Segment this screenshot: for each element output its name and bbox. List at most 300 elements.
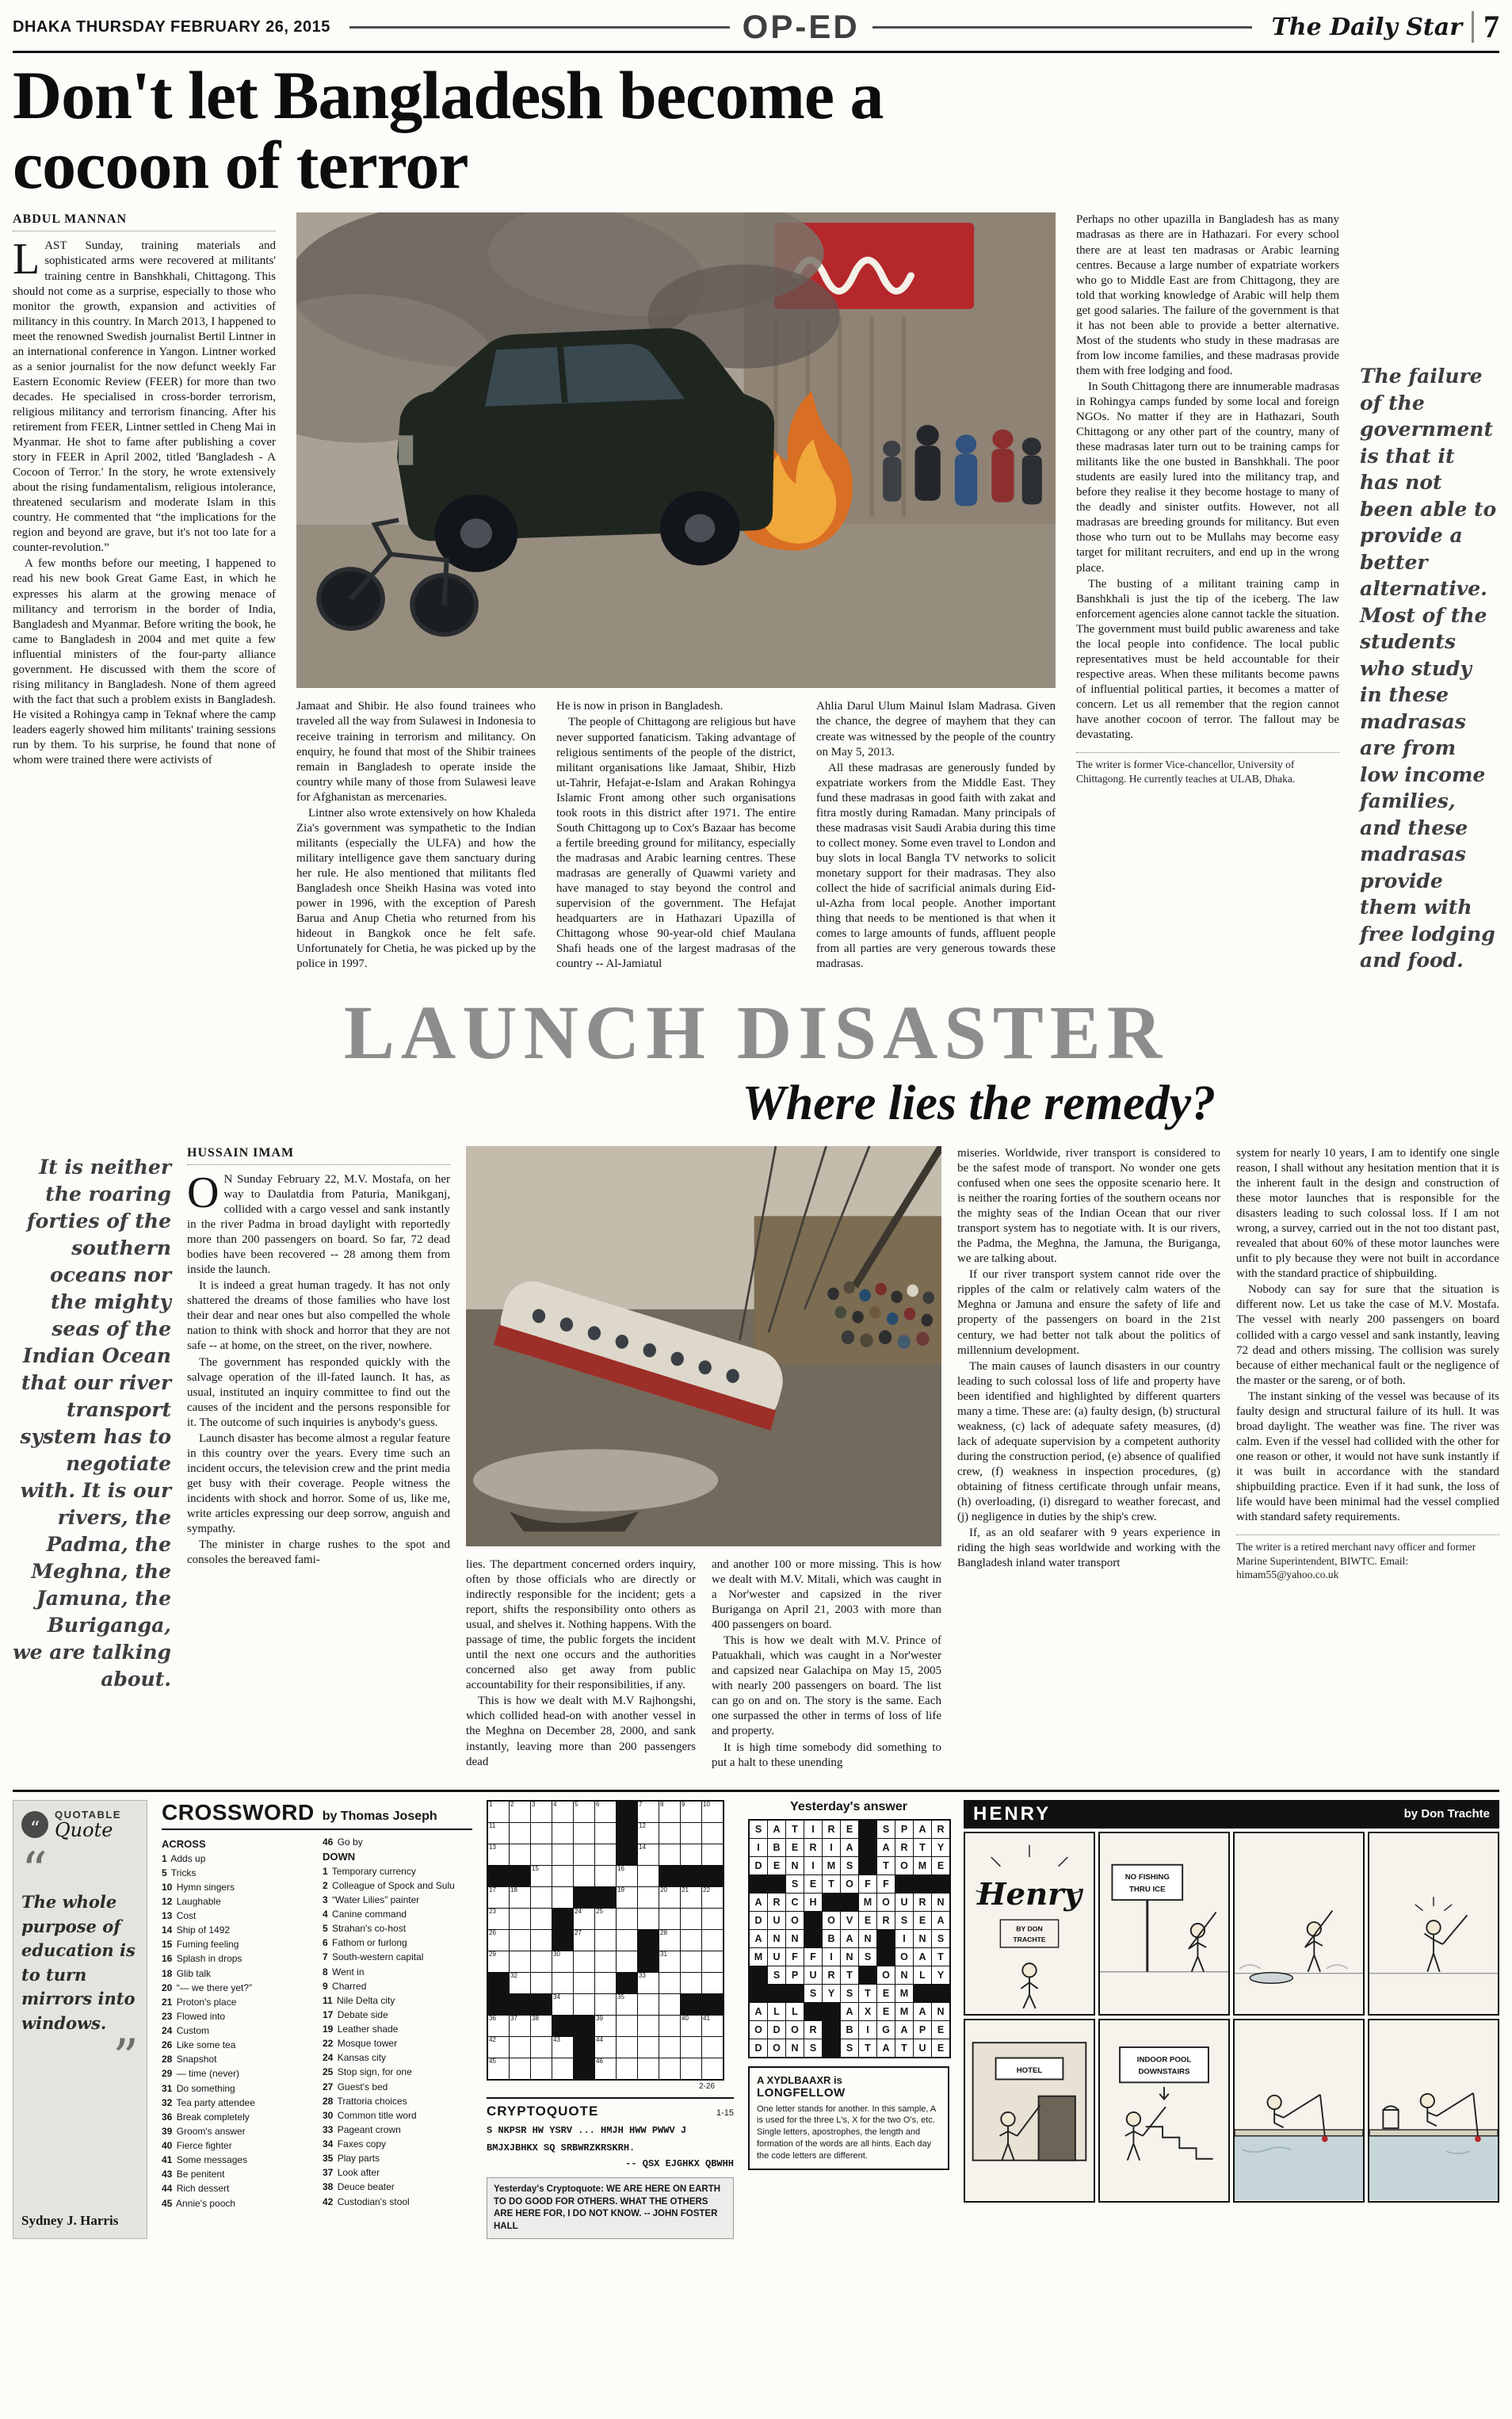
henry-title: HENRY <box>973 1802 1052 1825</box>
paragraph: It is high time somebody did something to put a halt to these unending <box>712 1741 941 1769</box>
cryptogram-line-2: BMJXJBHKX SQ SRBWRZKRSKRH. <box>487 2142 636 2154</box>
no-fishing-sign-line1: NO FISHING <box>1124 1872 1170 1882</box>
puzzle-grid-cell: 34 <box>552 1994 573 2015</box>
answer-grid-cell: B <box>841 2021 858 2039</box>
puzzle-grid-cell <box>617 2037 637 2058</box>
puzzle-grid-cell <box>702 1951 723 1972</box>
down-clues <box>323 1866 472 2208</box>
puzzle-grid-cell <box>681 1951 701 1972</box>
puzzle-grid-cell <box>617 1802 637 1822</box>
answer-grid-cell: N <box>841 1948 858 1966</box>
puzzles-and-comics-strip <box>13 1790 1499 2240</box>
crossword-clue: 26 Like some tea <box>162 2039 236 2051</box>
article1-byline: ABDUL MANNAN <box>13 212 276 231</box>
crossword-section <box>162 1800 472 2240</box>
paragraph: The government has responded quickly with the salvage operation of the ill-fated launch. It has, as usual, instituted an inquiry committee to find out the causes of the incident and the persons responsible for it. The outcome of such inquiries is anybody's guess. <box>187 1355 450 1429</box>
article2-under-photo-columns <box>466 1557 941 1771</box>
puzzle-grid-cell <box>702 1973 723 1993</box>
puzzle-grid-cell <box>638 1930 659 1951</box>
answer-grid-cell: M <box>895 1985 913 2002</box>
answer-grid-cell: V <box>841 1912 858 1929</box>
answer-grid-cell: R <box>768 1894 785 1911</box>
crossword-clue: 16 Splash in drops <box>162 1953 242 1965</box>
puzzle-grid-cell <box>702 1823 723 1844</box>
section-title-wrap <box>349 8 1253 46</box>
puzzle-grid-cell <box>659 1823 680 1844</box>
puzzle-grid-cell <box>552 1887 573 1908</box>
puzzle-grid-cell: 2 <box>510 1802 530 1822</box>
answer-grid-cell <box>895 1875 913 1893</box>
puzzle-grid-cell <box>552 1866 573 1886</box>
paragraph: miseries. Worldwide, river transport is considered to be the safest mode of transport. No wonder one gets confused when one sees the opposite scenario here. It is neither the roaring forties of the southern oceans nor the mighty seas of the Indian Ocean that our river transport system has to negotiate with. It is our rivers, the Padma, the Meghna, the Jamuna, the Buriganga, we are talking about. <box>957 1146 1220 1266</box>
answer-grid-cell: P <box>895 1821 913 1838</box>
henry-pool-fishing-panel-art <box>1235 2020 1363 2201</box>
answer-grid-cell <box>750 1875 767 1893</box>
quote-text: The whole purpose of education is to turn mirrors into windows. <box>21 1892 136 2033</box>
crossword-byline: by Thomas Joseph <box>322 1809 437 1823</box>
puzzle-grid-cell <box>510 1866 530 1886</box>
answer-grid-cell: S <box>804 1985 822 2002</box>
crossword-clue: 42 Custodian's stool <box>323 2195 410 2207</box>
henry-idea-panel-art <box>1369 1833 1498 2014</box>
puzzle-grid-cell <box>681 1973 701 1993</box>
article1-center-block <box>296 212 1056 974</box>
puzzle-grid-cell: 32 <box>510 1973 530 1993</box>
puzzle-grid-cell <box>638 2058 659 2079</box>
puzzle-grid-cell: 21 <box>681 1887 701 1908</box>
answer-grid-cell <box>914 1985 931 2002</box>
puzzle-grid-cell: 36 <box>488 2016 509 2036</box>
cryptoquote-box <box>487 2097 734 2240</box>
henry-panel-1 <box>964 1832 1095 2016</box>
crossword-puzzle-grid <box>487 1800 724 2081</box>
puzzle-grid-cell <box>595 1844 616 1865</box>
across-clues-column <box>162 1836 311 2212</box>
puzzle-grid-cell <box>617 1909 637 1929</box>
henry-logo-byline-1: BY DON <box>1016 1924 1043 1933</box>
article1-col1-text <box>13 235 276 768</box>
answer-grid-cell: T <box>859 2039 876 2057</box>
crossword-clue: 34 Faxes copy <box>323 2138 387 2150</box>
puzzle-grid-cell <box>659 2016 680 2036</box>
puzzle-grid-cell <box>681 2058 701 2079</box>
article1-col4-text <box>816 699 1056 972</box>
answer-grid-cell: E <box>877 2003 895 2020</box>
crossword-clue: 5 Tricks <box>162 1867 197 1878</box>
puzzle-grid-cell: 1 <box>488 1802 509 1822</box>
puzzle-grid-cell: 6 <box>595 1802 616 1822</box>
article2-kicker: LAUNCH DISASTER <box>343 989 1169 1075</box>
puzzle-grid-cell <box>531 2037 552 2058</box>
crossword-clue: 37 Look after <box>323 2167 380 2179</box>
article2-col4-text <box>957 1146 1220 1771</box>
answer-grid-cell: O <box>877 1966 895 1984</box>
paragraph: The busting of a militant training camp in Banshkhali is just the tip of the iceberg. The law enforcement agencies alone cannot tackle the situation. The government must build public awareness and take the local people into confidence. The local public representatives must be held accountable for their respective areas. When these militants become pawns of influential political parties, it becomes a matter of concern. Let us all remember that the region cannot have another cocoon of terror. The fallout may be devastating. <box>1076 577 1339 742</box>
answer-grid-cell: A <box>914 1821 931 1838</box>
dateline: DHAKA THURSDAY FEBRUARY 26, 2015 <box>13 17 330 36</box>
puzzle-grid-cell <box>659 1994 680 2015</box>
puzzle-grid-cell <box>574 1844 594 1865</box>
henry-panels <box>964 1832 1499 2203</box>
puzzle-grid-cell <box>595 1951 616 1972</box>
puzzle-grid-cell <box>574 1823 594 1844</box>
puzzle-grid-cell <box>681 1823 701 1844</box>
article2-column-5 <box>1236 1146 1499 1771</box>
puzzle-grid-cell <box>659 2037 680 2058</box>
crossword-clue-columns <box>162 1836 472 2212</box>
puzzle-grid-cell: 3 <box>531 1802 552 1822</box>
puzzle-grid-cell <box>617 1973 637 1993</box>
answer-grid-cell: B <box>768 1839 785 1856</box>
answer-grid-cell <box>914 1875 931 1893</box>
cryptogram-attribution: -- QSX EJGHKX QBWHH <box>625 2158 734 2170</box>
article2-columns <box>13 1146 1499 1771</box>
answer-grid-cell: O <box>786 2021 804 2039</box>
answer-grid-cell: N <box>786 1857 804 1874</box>
answer-grid-cell: E <box>932 2039 949 2057</box>
puzzle-grid-cell <box>552 2058 573 2079</box>
answer-grid-cell <box>859 1966 876 1984</box>
puzzle-grid-cell <box>681 1866 701 1886</box>
puzzle-grid-cell <box>552 1930 573 1951</box>
cryptogram-line-1: S NKPSR HW YSRV ... HMJH HWW PWWV J <box>487 2124 687 2136</box>
puzzle-grid-cell: 22 <box>702 1887 723 1908</box>
puzzle-grid-cell <box>552 2016 573 2036</box>
puzzle-grid-cell: 16 <box>617 1866 637 1886</box>
article2-pullquote: It is neither the roaring forties of the southern oceans nor the mighty seas of the Indian Ocean that our river transport system has to negotiate with. It is our rivers, the Padma, the Meghna, the Jamuna, the Buriganga, we are talking about. <box>13 1155 171 1691</box>
article2-byline: HUSSAIN IMAM <box>187 1146 450 1165</box>
puzzle-grid-cell <box>681 1909 701 1929</box>
paragraph: lies. The department concerned orders inquiry, often by those officials who are directly or indirectly responsible for the incident; gets a report, shifts the responsibility onto others as usual, and shelves it. Nothing happens. With the passage of time, the public forgets the incident until the next one occurs and the authorities concerned also get away from public accountability for their responsibilities, if any. <box>466 1557 696 1692</box>
answer-grid-cell <box>841 1894 858 1911</box>
puzzle-grid-cell <box>574 2037 594 2058</box>
close-quote-mark <box>21 2043 139 2073</box>
answer-grid-cell: D <box>768 2021 785 2039</box>
answer-grid-cell: S <box>841 2039 858 2057</box>
answer-grid-cell: A <box>841 2003 858 2020</box>
answer-grid-cell: T <box>914 1839 931 1856</box>
crossword-clue: 46 Go by <box>323 1836 363 1848</box>
answer-grid-cell: S <box>750 1821 767 1838</box>
puzzle-grid-cell <box>574 1887 594 1908</box>
article1-under-photo-columns <box>296 699 1056 972</box>
puzzle-grid-cell <box>638 1866 659 1886</box>
puzzle-grid-cell <box>510 1951 530 1972</box>
answer-grid-cell: S <box>786 1875 804 1893</box>
henry-byline: by Don Trachte <box>1403 1807 1490 1821</box>
puzzle-grid-cell: 13 <box>488 1844 509 1865</box>
answer-grid-cell: A <box>841 1930 858 1947</box>
answer-grid-cell: M <box>895 2003 913 2020</box>
answer-grid-cell: N <box>932 2003 949 2020</box>
answer-grid-cell: R <box>895 1839 913 1856</box>
crossword-clue: 41 Some messages <box>162 2154 248 2166</box>
puzzle-grid-cell: 29 <box>488 1951 509 1972</box>
answer-grid-cell: P <box>914 2021 931 2039</box>
crossword-clue: 40 Fierce fighter <box>162 2140 232 2152</box>
paragraph: Lintner also wrote extensively on how Khaleda Zia's government was sympathetic to the Indian militants (especially the ULFA) and how the military intelligence gave them sanctuary during her rule. He also mentioned that militants fled Bangladesh once Sheikh Hasina was voted into power in 1996, with the exception of Paresh Barua and Anup Chetia who returned from his hideout in Bangkok once he felt safe. Unfortunately for Chetia, he was picked up by the police in 1997. <box>296 806 536 971</box>
indoor-pool-sign-line1: INDOOR POOL <box>1136 2054 1192 2064</box>
puzzle-grid-cell <box>531 1951 552 1972</box>
paragraph: Jamaat and Shibir. He also found trainees who traveled all the way from Sulawesi in Indonesia to receive training in terrorism and militancy. On enquiry, he found that most of the Shibir trainees remain in Bangladesh to operate inside the country while many of those from Sulawesi leave for Afghanistan as mercenaries. <box>296 700 536 804</box>
answer-grid-cell: A <box>914 2003 931 2020</box>
answer-grid-cell: R <box>877 1912 895 1929</box>
crossword-clue: 31 Do something <box>162 2082 235 2094</box>
crossword-clue: 24 Kansas city <box>323 2052 387 2064</box>
answer-grid-cell: U <box>804 1966 822 1984</box>
answer-grid-cell: S <box>841 1857 858 1874</box>
answer-grid-cell <box>804 2003 822 2020</box>
answer-grid-cell: E <box>804 1875 822 1893</box>
puzzle-grid-cell <box>702 1930 723 1951</box>
article1-col5-text <box>1076 212 1339 743</box>
crossword-clue: 22 Mosque tower <box>323 2038 398 2050</box>
article2-center-block <box>466 1146 941 1771</box>
answer-grid-cell: T <box>786 1821 804 1838</box>
puzzle-grid-cell <box>659 1844 680 1865</box>
article1-pullquote: The failure of the government is that it has not been able to provide a better alternative. Most of the students who study in these madrasas are from low income families, and these madrasas provide them with free lodging and food. <box>1360 365 1497 973</box>
answer-grid-cell: D <box>750 1857 767 1874</box>
puzzle-grid-cell <box>552 1909 573 1929</box>
answer-grid-cell <box>768 1875 785 1893</box>
crossword-clue: 19 Leather shade <box>323 2023 399 2035</box>
answer-column <box>748 1800 949 2240</box>
puzzle-grid-cell: 23 <box>488 1909 509 1929</box>
henry-pool-sign-panel-art <box>1100 2020 1228 2201</box>
section-title: OP-ED <box>742 8 860 45</box>
crossword-clue: 5 Strahan's co-host <box>323 1923 407 1935</box>
puzzle-grid-cell: 18 <box>510 1887 530 1908</box>
puzzle-grid-cell <box>659 1909 680 1929</box>
henry-panel-8 <box>1368 2019 1499 2203</box>
answer-grid-cell: E <box>877 1985 895 2002</box>
cipher-sample-answer: LONGFELLOW <box>757 2085 846 2100</box>
paragraph: This is how we dealt with M.V Rajhongshi, which collided head-on with another vessel in the Meghna on December 28, 2000, and sank instantly, leaving more than 200 passengers dead <box>466 1695 696 1768</box>
puzzle-grid-cell: 24 <box>574 1909 594 1929</box>
puzzle-grid-cell: 9 <box>681 1802 701 1822</box>
article-cocoon-of-terror <box>13 57 1499 974</box>
answer-grid-cell: S <box>859 1948 876 1966</box>
puzzle-grid-cell <box>488 1866 509 1886</box>
answer-grid-cell: F <box>804 1948 822 1966</box>
answer-grid-cell: E <box>932 1857 949 1874</box>
answer-grid-cell: S <box>877 1821 895 1838</box>
puzzle-grid-cell: 43 <box>552 2037 573 2058</box>
puzzle-grid-cell <box>510 2058 530 2079</box>
answer-grid-cell <box>932 1875 949 1893</box>
puzzle-grid-cell <box>531 1887 552 1908</box>
crossword-clue: 13 Cost <box>162 1910 197 1922</box>
paragraph: All these madrasas are generously funded by expatriate workers from the Middle East. They fund these madrasas in good faith with zakat and fitra mostly during Ramadan. Many principals of these madrasas visit Saudi Arabia during this time to collect money. Some even travel to London and buy slots in local Bangla TV networks to solicit monetary support for their madrasas. They also collect the hide of sacrificial animals during Eid-ul-Azha from local people. Another important thing that needs to be mentioned is that when it comes to large amounts of funds, affluent people from all parties are very generous towards these madrasas. <box>816 761 1056 971</box>
answer-grid-cell: I <box>823 1839 840 1856</box>
answer-grid-cell: G <box>877 2021 895 2039</box>
answer-grid-cell: O <box>877 1894 895 1911</box>
puzzle-grid-cell: 19 <box>617 1887 637 1908</box>
crossword-clue: 11 Nile Delta city <box>323 1994 395 2006</box>
puzzle-grid-cell: 8 <box>659 1802 680 1822</box>
masthead <box>1271 11 1499 43</box>
answer-grid-cell: U <box>768 1948 785 1966</box>
answer-grid-cell: F <box>877 1875 895 1893</box>
crossword-clue: 25 Stop sign, for one <box>323 2066 412 2078</box>
no-fishing-sign-line2: THRU ICE <box>1129 1885 1166 1894</box>
puzzle-grid-cell: 12 <box>638 1823 659 1844</box>
puzzle-grid-cell: 33 <box>638 1973 659 1993</box>
crossword-clue: 8 Went in <box>323 1966 365 1978</box>
answer-grid-cell: E <box>932 2021 949 2039</box>
answer-grid-cell: C <box>786 1894 804 1911</box>
henry-panel-3 <box>1233 1832 1365 2016</box>
paragraph: Launch disaster has become almost a regular feature in this country over the years. Every time such an incident occurs, the television crew and the print media get busy with their coverage. People witness the incidents with shock and horror. Some of us, like me, write articles expressing our deep sorrow, anguish and sympathy. <box>187 1431 450 1536</box>
puzzle-grid-cell <box>617 1930 637 1951</box>
crossword-clue: 38 Deuce beater <box>323 2181 395 2193</box>
answer-grid-cell: P <box>786 1966 804 1984</box>
puzzle-grid-cell <box>617 1844 637 1865</box>
answer-grid-cell: R <box>804 1839 822 1856</box>
answer-grid-cell: T <box>859 1985 876 2002</box>
puzzle-grid-cell <box>702 2058 723 2079</box>
puzzle-grid-cell <box>510 1930 530 1951</box>
henry-hotel-panel-art <box>965 2020 1094 2201</box>
crossword-clue: 24 Custom <box>162 2025 210 2037</box>
puzzle-grid-cell: 30 <box>552 1951 573 1972</box>
answer-grid-cell: A <box>750 1930 767 1947</box>
answer-grid-cell: T <box>877 1857 895 1874</box>
puzzle-grid-cell: 38 <box>531 2016 552 2036</box>
crossword-clue: 6 Fathom or furlong <box>323 1937 407 1949</box>
henry-panel-2 <box>1098 1832 1230 2016</box>
answer-grid-cell: U <box>768 1912 785 1929</box>
crossword-clue: 45 Annie's pooch <box>162 2197 236 2209</box>
answer-grid-cell: A <box>750 1894 767 1911</box>
answer-grid-cell: S <box>804 2039 822 2057</box>
paragraph: He is now in prison in Bangladesh. <box>556 700 724 713</box>
answer-grid-cell: A <box>841 1839 858 1856</box>
yesterdays-cryptoquote: Yesterday's Cryptoquote: WE ARE HERE ON EARTH TO DO GOOD FOR OTHERS. WHAT THE OTHERS ARE HERE FOR, I DO NOT KNOW. -- JOHN FOSTER HALL <box>487 2177 734 2239</box>
puzzle-grid-cell <box>617 1823 637 1844</box>
puzzle-grid-cell: 46 <box>595 2058 616 2079</box>
answer-grid-cell: I <box>804 1857 822 1874</box>
answer-grid-cell: O <box>768 2039 785 2057</box>
puzzle-grid-cell <box>510 1844 530 1865</box>
answer-grid-cell: T <box>841 1966 858 1984</box>
answer-grid-cell: N <box>914 1930 931 1947</box>
puzzle-grid-cell <box>595 1887 616 1908</box>
henry-title-bar <box>964 1800 1499 1829</box>
answer-grid-cell <box>859 1857 876 1874</box>
crossword-clue: 39 Groom's answer <box>162 2125 246 2137</box>
answer-grid-cell <box>750 1985 767 2002</box>
puzzle-grid-cell <box>531 1930 552 1951</box>
answer-grid-cell: O <box>786 1912 804 1929</box>
paragraph: system for nearly 10 years, I am to identify one single reason, I shall without any hesitation mention that it is the inherent fault in the design and construction of these motor launches that is responsible for the disasters leading to such colossal loss. If I am not wrong, a survey, carried out in the not too distant past, revealed that about 60% of these motor launches were unfit to ply because they were not built in accordance with the standard practice of shipbuilding. <box>1236 1146 1499 1281</box>
crossword-clue: 20 “— we there yet?” <box>162 1981 253 1993</box>
answer-grid-cell: R <box>823 1821 840 1838</box>
puzzle-grid-cell: 35 <box>617 1994 637 2015</box>
burning-vehicle-photo <box>296 212 1056 688</box>
henry-panel-4 <box>1368 1832 1499 2016</box>
puzzle-grid-cell <box>702 1909 723 1929</box>
answer-grid-cell: Y <box>932 1839 949 1856</box>
answer-grid-cell: E <box>859 1912 876 1929</box>
answer-grid-cell <box>804 1930 822 1947</box>
article2-col5-text <box>1236 1146 1499 1525</box>
puzzle-grid-cell: 4 <box>552 1802 573 1822</box>
crossword-clue: 27 Guest's bed <box>323 2081 388 2092</box>
puzzle-grid-cell: 31 <box>659 1951 680 1972</box>
page-header <box>13 8 1499 53</box>
paragraph: Perhaps no other upazilla in Bangladesh has as many madrasas as there are in Hathazari. For every school there are at least ten madrasas or Arabic learning centres. Because a large number of expatriate workers who go to Middle East are from Chittagong, they are told that working knowledge of Arabic will help them get good salaries. The failure of the government is that it has not been able to provide a better alternative. Most of the students who study in these madrasas are from low income families, and these madrasas provide them with free lodging and food. <box>1076 213 1339 377</box>
quotable-titles <box>55 1809 121 1841</box>
paragraph: In South Chittagong there are innumerable madrasas in Rohingya camps funded by some local and foreign NGOs. No matter if they are in Hathazari, South Chittagong or any other part of the country, many of these madrasas later turn out to be training camps for militants like the one busted in Banshkhali. The poor students are easily lured into the militancy trap, and before they realise it they become hostage to many of the deadly and sinister outfits. However, not all madrasas are breeding grounds for militancy. But even those who turn out to be Mullahs may become easy target for militant recruiters, and end up in the wrong place. <box>1076 380 1339 575</box>
answer-grid-cell: Y <box>823 1985 840 2002</box>
crossword-clue: 12 Laughable <box>162 1895 221 1907</box>
answer-grid-cell: N <box>895 1966 913 1984</box>
puzzle-grid-cell <box>531 1973 552 1993</box>
puzzle-grid-cell: 42 <box>488 2037 509 2058</box>
crossword-clue: 30 Common title word <box>323 2109 417 2121</box>
answer-grid-cell <box>877 1930 895 1947</box>
puzzle-grid-cell <box>510 2037 530 2058</box>
puzzle-grid-cell <box>702 1866 723 1886</box>
puzzle-grid-cell <box>638 1994 659 2015</box>
crossword-clue: 18 Glib talk <box>162 1967 212 1979</box>
answer-grid-cell: H <box>804 1894 822 1911</box>
puzzle-grid-cell <box>595 1866 616 1886</box>
crossword-clue: 35 Play parts <box>323 2153 380 2165</box>
cipher-sample-line: A XYDLBAAXR is <box>757 2073 842 2086</box>
puzzle-grid-cell <box>574 1973 594 1993</box>
answer-grid-cell: A <box>932 1912 949 1929</box>
puzzle-grid-cell <box>510 1823 530 1844</box>
puzzle-grid-cell <box>617 1951 637 1972</box>
puzzle-grid-cell: 14 <box>638 1844 659 1865</box>
puzzle-grid-cell <box>595 1973 616 1993</box>
crossword-clue: 43 Be penitent <box>162 2169 225 2180</box>
henry-comic <box>964 1800 1499 2240</box>
article2-column-1 <box>187 1146 450 1771</box>
crossword-clue: 7 South-western capital <box>323 1951 424 1963</box>
answer-grid-cell: I <box>823 1948 840 1966</box>
indoor-pool-sign-line2: DOWNSTAIRS <box>1138 2067 1190 2077</box>
crossword-clue: 1 Adds up <box>162 1852 206 1864</box>
answer-grid-cell: A <box>750 2003 767 2020</box>
henry-panel-7 <box>1233 2019 1365 2203</box>
answer-grid-cell <box>859 1839 876 1856</box>
paragraph: The main causes of launch disasters in our country leading to such colossal loss of life and property have been identified and highlighted by different quarters many a time. These are: (a) faulty design, (b) structural weakness, (c) lack of adequate safety measures, (d) lack of adequate supervision by a competent authority during the construction period, (e) absence of qualified crew, (f) weakness in inspection procedures, (g) obtaining of fitness certificate through unfair means, (h) overloading, (i) disregard to weather forecast, and (j) negligence in duties by the ship's crew. <box>957 1359 1220 1524</box>
puzzle-grid-cell: 5 <box>574 1802 594 1822</box>
open-quote-mark <box>21 1854 139 1890</box>
quotable-header <box>21 1809 139 1841</box>
answer-grid-cell: A <box>768 1821 785 1838</box>
answer-grid-cell <box>859 1821 876 1838</box>
answer-grid-cell: R <box>804 2021 822 2039</box>
answer-grid-cell: D <box>750 2039 767 2057</box>
article2-attribution: The writer is a retired merchant navy officer and former Marine Superintendent, BIWTC. Email: himam55@yahoo.co.uk <box>1236 1534 1499 1582</box>
answer-grid-cell: I <box>750 1839 767 1856</box>
puzzle-grid-cell <box>617 2016 637 2036</box>
puzzle-grid-cell <box>595 1823 616 1844</box>
henry-panel-5 <box>964 2019 1095 2203</box>
crossword-clue: 10 Hymn singers <box>162 1881 235 1893</box>
paragraph: LAST Sunday, training materials and sophisticated arms were recovered at militants' training centre in Banshkhali, Chittagong. This should not come as a surprise, especially to those who monitor the growth, expansion and activities of militancy in this country. In March 2013, I happened to meet the renowned Swedish journalist Bertil Lintner in an international conference in Yangon. Lintner worked as a senior journalist for the now defunct weekly Far Eastern Economic Review (FEER) for more than two decades. He specialised in cross-border terrorism, religious militancy and terrorism financing. After his retirement from FEER, Lintner settled in Cheng Mai in Myanmar. He shot to fame after publishing a cover story in FEER in April 2002, titled 'Bangladesh - A Cocoon of Terror.' In the story, he wrote extensively about the rising fundamentalism, religious intolerance, threatened secularism and moderate Islam in this country. He commented that “the implications for the region and beyond are grave, but it's not too late for a counter-revolution.” <box>13 235 276 555</box>
crossword-clue: 9 Charred <box>323 1980 367 1992</box>
answer-grid-cell: E <box>768 1857 785 1874</box>
puzzle-grid-cell: 41 <box>702 2016 723 2036</box>
puzzle-grid-cell: 17 <box>488 1887 509 1908</box>
answer-grid-cell: N <box>859 1930 876 1947</box>
answer-grid-cell <box>877 1948 895 1966</box>
